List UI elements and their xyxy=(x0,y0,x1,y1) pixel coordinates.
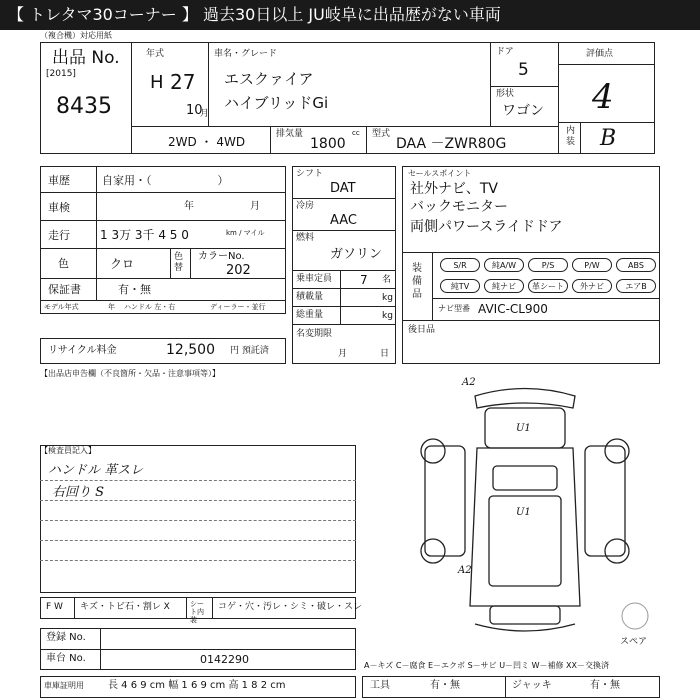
history-label: 車歴 xyxy=(48,174,70,187)
mark-u1-center: U1 xyxy=(516,507,531,518)
shape-label: 形状 xyxy=(496,89,515,99)
body-outline xyxy=(470,448,580,606)
name-line2: ハイブリッドGi xyxy=(224,94,329,112)
seat-label: シート内装 xyxy=(190,600,204,624)
capacity-label: 乗車定員 xyxy=(296,274,333,284)
name-label: 車名・グレード xyxy=(214,49,278,59)
equip-item: ABS xyxy=(616,258,656,272)
navi-label: ナビ型番 xyxy=(438,304,470,313)
seat-text: コゲ・穴・汚レ・シミ・破レ・スレ xyxy=(218,602,363,612)
recycle-label: リサイクル料金 xyxy=(48,345,117,356)
jack-value: 有・無 xyxy=(590,680,620,691)
color-change-label: 色替 xyxy=(174,252,184,273)
displacement-unit: cc xyxy=(352,129,360,137)
interior-label: 内装 xyxy=(566,126,576,147)
load-label: 積載量 xyxy=(296,292,324,302)
displacement-label: 排気量 xyxy=(276,129,304,139)
inspector-note-2: 右回り S xyxy=(52,485,105,500)
change-day: 日 xyxy=(380,349,390,359)
warranty-label: 保証書 xyxy=(48,283,81,296)
model-value: DAA －ZWR80G xyxy=(396,136,507,152)
doors-label: ドア xyxy=(496,47,514,57)
navi-value: AVIC-CL900 xyxy=(478,302,548,316)
color-label: 色 xyxy=(58,257,69,270)
equip-item: 純ナビ xyxy=(484,279,524,293)
damage-legend: A－キズ C－腐食 E－エクボ S－サビ U－凹ミ W－補修 XX－交換済 xyxy=(364,661,610,670)
jack-label: ジャッキ xyxy=(512,680,552,691)
tools-value: 有・無 xyxy=(430,680,460,691)
equip-item: 純TV xyxy=(440,279,480,293)
fw-label: F W xyxy=(46,602,63,612)
cert-label: 車庫証明用 xyxy=(44,681,84,690)
model-year-label: モデル年式 xyxy=(44,303,79,311)
sales-line2: バックモニター xyxy=(410,199,508,215)
inspector-note-1: ハンドル 革スレ xyxy=(48,463,144,478)
interior-value: B xyxy=(600,126,617,151)
sales-label: セールスポイント xyxy=(408,169,472,178)
dims-text: 長 4 6 9 cm 幅 1 6 9 cm 高 1 8 2 cm xyxy=(108,680,286,691)
gross-label: 総重量 xyxy=(296,310,324,320)
car-damage-diagram xyxy=(405,376,655,661)
inspection-month: 月 xyxy=(250,201,260,212)
reg-label: 登録 No. xyxy=(46,632,86,643)
shift-label: シフト xyxy=(296,169,324,179)
capacity-value: 7 xyxy=(360,273,368,287)
banner xyxy=(0,0,700,30)
equip-item: 革シート xyxy=(528,279,568,293)
windshield-outline xyxy=(493,466,557,490)
ac-label: 冷房 xyxy=(296,201,315,211)
equip-item: 外ナビ xyxy=(572,279,612,293)
shape-value: ワゴン xyxy=(502,103,544,119)
form-subtitle: （複合機）対応用紙 xyxy=(40,31,112,40)
tools-label: 工具 xyxy=(370,680,390,691)
lot-number: 8435 xyxy=(56,94,112,119)
banner-title: 【 トレタマ30コーナー 】 過去30日以上 JU岐阜に出品歴がない車両 xyxy=(8,5,501,24)
equip-item: エアB xyxy=(616,279,656,293)
handle-label: ハンドル 左・右 xyxy=(124,303,176,311)
load-unit: kg xyxy=(382,293,393,303)
shift-value: DAT xyxy=(330,181,356,196)
spare-tire-icon xyxy=(622,603,648,629)
year-tag: [2015] xyxy=(46,69,76,79)
rear-bumper-outline xyxy=(490,606,560,624)
month-value: 10 xyxy=(186,103,203,118)
lot-label: 出品 No. xyxy=(52,48,120,68)
spare-label: スペア xyxy=(620,637,648,647)
sales-line3: 両側パワースライドドア xyxy=(410,219,563,235)
displacement-value: 1800 xyxy=(310,136,346,152)
era: H xyxy=(150,72,164,93)
color-no-value: 202 xyxy=(226,263,251,278)
front-bumper-outline xyxy=(475,389,575,409)
inspector-label: 【検査員記入】 xyxy=(40,446,96,455)
history-value: 自家用・（ ） xyxy=(102,174,229,187)
name-line1: エスクァイア xyxy=(224,70,314,88)
mileage-value: 1 3万 3千 4 5 0 xyxy=(100,228,189,242)
year-value: 27 xyxy=(170,70,196,94)
color-value: クロ xyxy=(110,257,135,271)
month-unit: 月 xyxy=(200,109,210,119)
equip-item: P/S xyxy=(528,258,568,272)
model-label: 型式 xyxy=(372,129,391,139)
declaration-label: 【出品店申告欄（不良箇所・欠品・注意事項等）】 xyxy=(40,369,220,378)
recycle-value: 12,500 xyxy=(166,342,215,358)
fw-text: キズ・トビ石・割レ X xyxy=(80,602,170,612)
color-no-label: カラーNo. xyxy=(198,251,245,262)
dealer-label: ディーラー・並行 xyxy=(210,303,266,311)
ac-value: AAC xyxy=(330,213,357,228)
header-block xyxy=(40,42,655,154)
sales-line1: 社外ナビ、TV xyxy=(410,181,498,197)
capacity-unit: 名 xyxy=(382,275,392,285)
mark-a2-front: A2 xyxy=(462,377,476,388)
equip-item: 純A/W xyxy=(484,258,524,272)
fuel-label: 燃料 xyxy=(296,233,315,243)
equip-label: 装備品 xyxy=(412,263,422,300)
model-year-unit: 年 xyxy=(108,303,115,311)
doors-value: 5 xyxy=(518,60,529,80)
score-label: 評価点 xyxy=(586,49,614,59)
equip-item: S/R xyxy=(440,258,480,272)
change-label: 名変期限 xyxy=(296,329,333,339)
rear-outline xyxy=(475,624,575,631)
score-value: 4 xyxy=(592,77,614,117)
gross-unit: kg xyxy=(382,311,393,321)
chassis-label: 車台 No. xyxy=(46,653,86,664)
drive-text: 2WD ・ 4WD xyxy=(168,135,246,149)
change-month: 月 xyxy=(338,349,348,359)
year-type-label: 年式 xyxy=(146,49,165,59)
mileage-label: 走行 xyxy=(48,229,70,242)
recycle-unit: 円 預託済 xyxy=(230,346,269,356)
mark-a2-rear: A2 xyxy=(458,565,472,576)
warranty-value: 有・無 xyxy=(118,283,151,296)
aftermarket-label: 後日品 xyxy=(408,325,436,335)
equip-item: P/W xyxy=(572,258,612,272)
chassis-value: 0142290 xyxy=(200,653,249,666)
mark-u1-top: U1 xyxy=(516,423,531,434)
inspection-label: 車検 xyxy=(48,201,70,214)
mileage-unit: km / マイル xyxy=(226,229,265,237)
fuel-value: ガソリン xyxy=(330,247,383,262)
inspection-year: 年 xyxy=(184,201,194,212)
